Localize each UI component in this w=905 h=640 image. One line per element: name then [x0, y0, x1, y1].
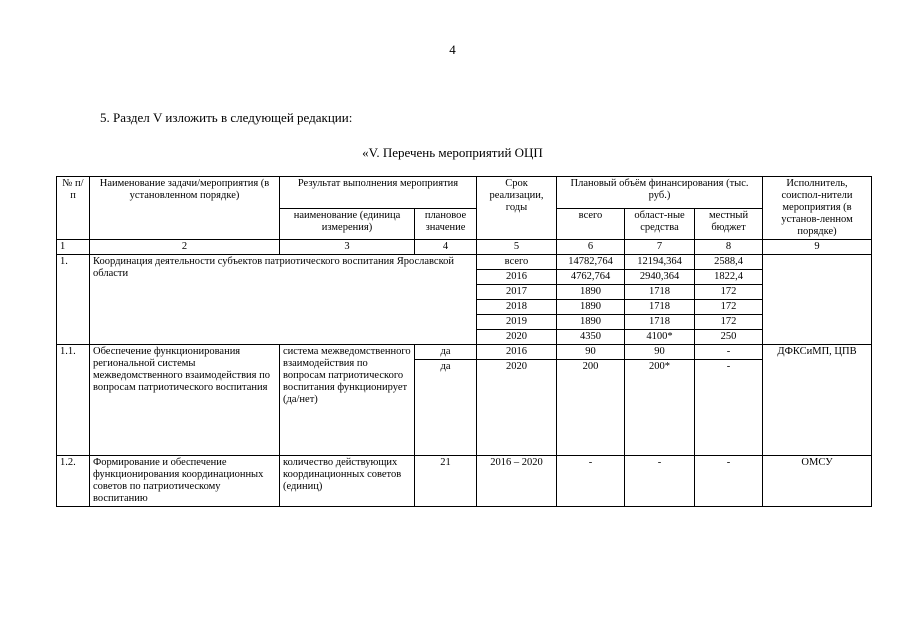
total-cell: 4762,764 — [557, 270, 625, 285]
regional-cell: - — [625, 456, 695, 507]
header-total: всего — [557, 208, 625, 240]
section-title: «V. Перечень мероприятий ОЦП — [362, 145, 543, 160]
measures-table — [56, 176, 872, 507]
row-name: Координация деятельности субъектов патриотического воспитания Ярославской области — [90, 255, 477, 345]
header-result-value: плановое значение — [415, 208, 477, 240]
regional-cell: 90 — [625, 345, 695, 360]
header-funding: Плановый объём финансирования (тыс. руб.) — [557, 177, 763, 209]
row-name: Обеспечение функционирования региональной системы межведомственного взаимодействия по вопросам патриотического воспитания — [90, 345, 280, 456]
year-cell: 2018 — [477, 300, 557, 315]
row-num: 1.1. — [57, 345, 90, 456]
header-result-name: наименование (единица измерения) — [280, 208, 415, 240]
header-term: Срок реализации, годы — [477, 177, 557, 240]
column-numbers-row — [57, 240, 872, 255]
year-cell: 2019 — [477, 315, 557, 330]
total-cell: 90 — [557, 345, 625, 360]
table-row — [57, 345, 872, 360]
col-number: 3 — [280, 240, 415, 255]
col-number: 8 — [695, 240, 763, 255]
row-num: 1.2. — [57, 456, 90, 507]
header-local: местный бюджет — [695, 208, 763, 240]
year-cell: 2020 — [477, 330, 557, 345]
col-number: 2 — [90, 240, 280, 255]
result-name-cell: система межведомственного взаимодействия по вопросам патриотического воспитания функционирует (да/нет) — [280, 345, 415, 456]
year-cell: 2020 — [477, 360, 557, 456]
regional-cell: 12194,364 — [625, 255, 695, 270]
col-number: 7 — [625, 240, 695, 255]
year-cell: 2017 — [477, 285, 557, 300]
regional-cell: 1718 — [625, 315, 695, 330]
header-executor: Исполнитель, соиспол-нители мероприятия (в установ-ленном порядке) — [763, 177, 872, 240]
local-cell: 172 — [695, 315, 763, 330]
local-cell: - — [695, 360, 763, 456]
total-cell: 1890 — [557, 300, 625, 315]
local-cell: - — [695, 345, 763, 360]
local-cell: 172 — [695, 285, 763, 300]
term-cell: 2016 – 2020 — [477, 456, 557, 507]
row-name: Формирование и обеспечение функционирования координационных советов по патриотическому воспитанию — [90, 456, 280, 507]
header-name: Наименование задачи/мероприятия (в установленном порядке) — [90, 177, 280, 240]
executor-cell — [763, 255, 872, 345]
value-cell: 21 — [415, 456, 477, 507]
local-cell: 250 — [695, 330, 763, 345]
regional-cell: 1718 — [625, 300, 695, 315]
total-cell: 1890 — [557, 315, 625, 330]
col-number: 9 — [763, 240, 872, 255]
col-number: 1 — [57, 240, 90, 255]
total-cell: 1890 — [557, 285, 625, 300]
local-cell: 1822,4 — [695, 270, 763, 285]
executor-cell: ДФКСиМП, ЦПВ — [763, 345, 872, 456]
col-number: 5 — [477, 240, 557, 255]
regional-cell: 4100* — [625, 330, 695, 345]
regional-cell: 1718 — [625, 285, 695, 300]
regional-cell: 2940,364 — [625, 270, 695, 285]
regional-cell: 200* — [625, 360, 695, 456]
instruction-text: 5. Раздел V изложить в следующей редакции: — [100, 110, 353, 125]
total-cell: 14782,764 — [557, 255, 625, 270]
page-number: 4 — [449, 42, 456, 57]
value-cell: да — [415, 360, 477, 456]
header-row-1 — [57, 177, 872, 209]
col-number: 6 — [557, 240, 625, 255]
executor-cell: ОМСУ — [763, 456, 872, 507]
year-cell: всего — [477, 255, 557, 270]
table-row — [57, 255, 872, 270]
table-row — [57, 456, 872, 507]
header-num: № п/п — [57, 177, 90, 240]
header-result: Результат выполнения мероприятия — [280, 177, 477, 209]
year-cell: 2016 — [477, 270, 557, 285]
total-cell: - — [557, 456, 625, 507]
local-cell: 172 — [695, 300, 763, 315]
col-number: 4 — [415, 240, 477, 255]
row-num: 1. — [57, 255, 90, 345]
local-cell: 2588,4 — [695, 255, 763, 270]
value-cell: да — [415, 345, 477, 360]
result-name-cell: количество действующих координационных советов (единиц) — [280, 456, 415, 507]
year-cell: 2016 — [477, 345, 557, 360]
local-cell: - — [695, 456, 763, 507]
total-cell: 200 — [557, 360, 625, 456]
header-regional: област-ные средства — [625, 208, 695, 240]
total-cell: 4350 — [557, 330, 625, 345]
